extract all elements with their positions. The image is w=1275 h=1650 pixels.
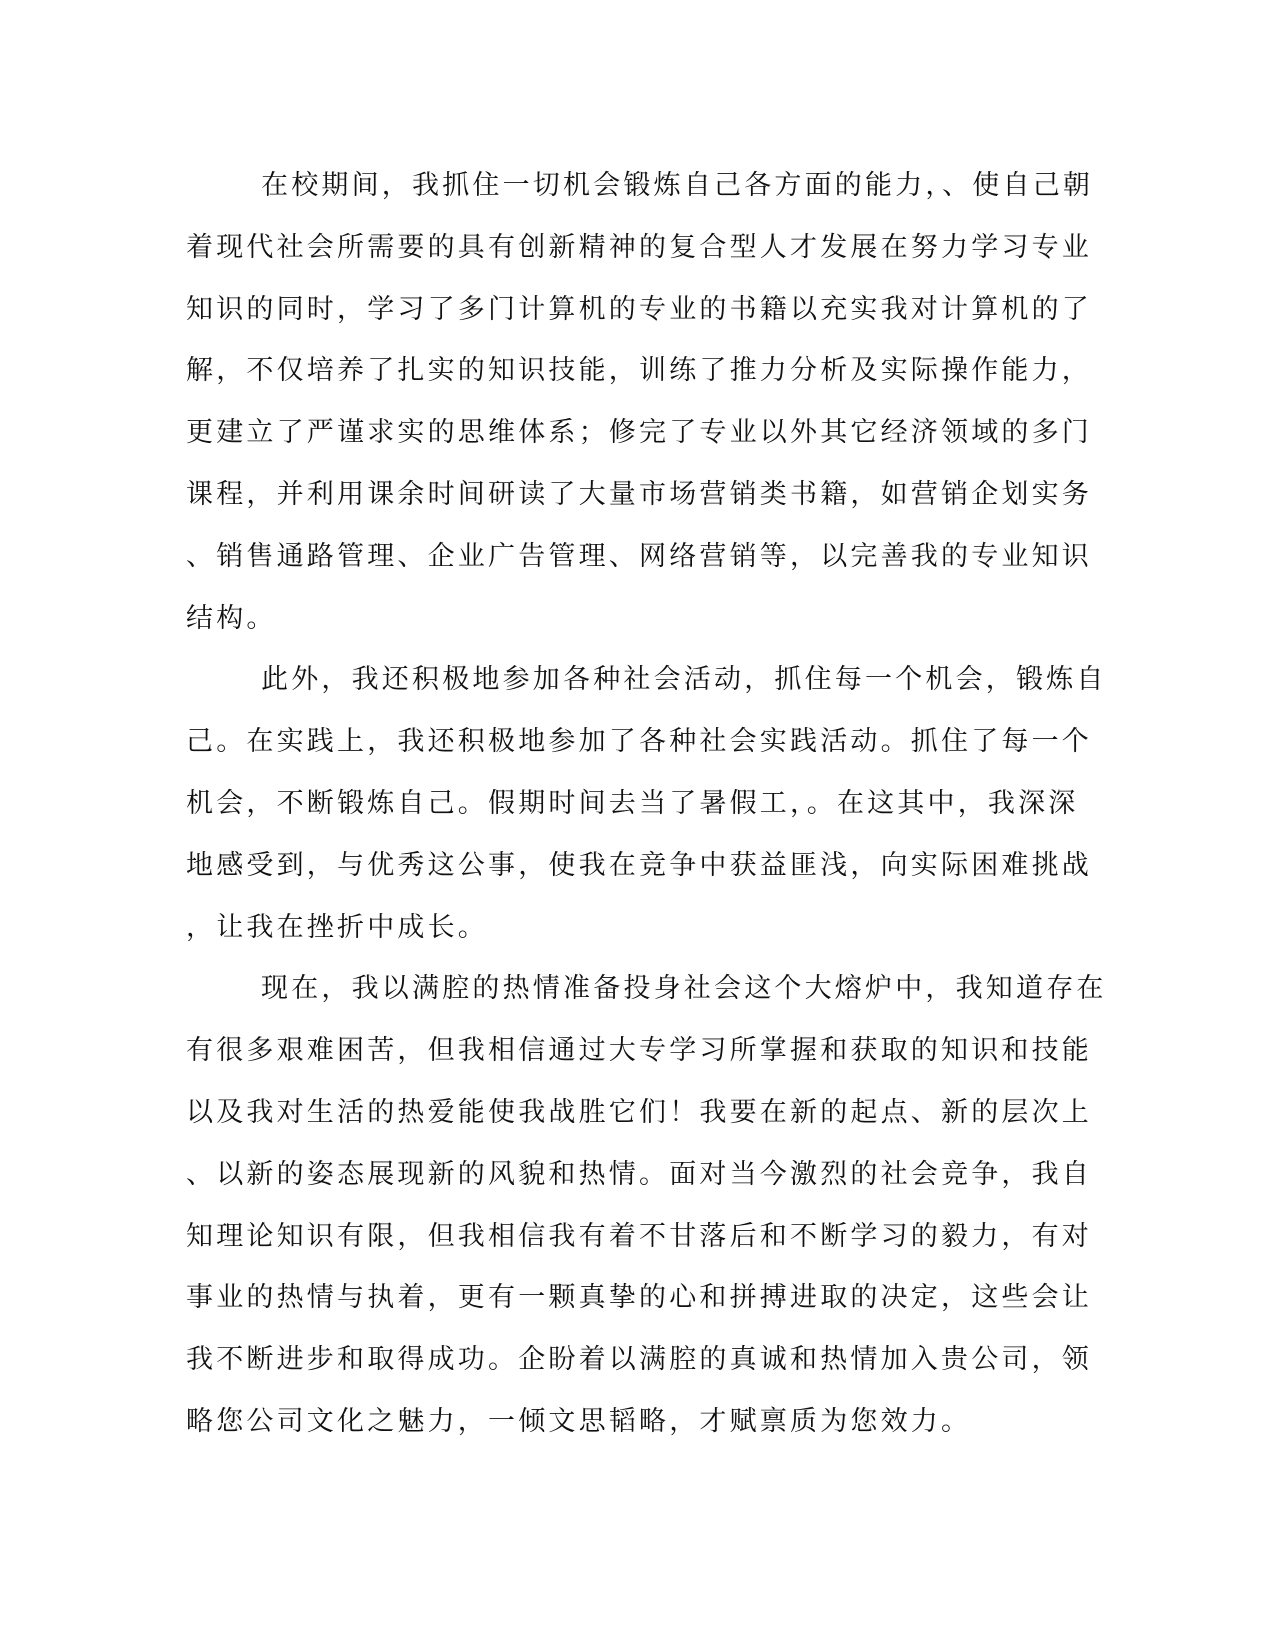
paragraph-1-line-2: 着现代社会所需要的具有创新精神的复合型人才发展在努力学习专业: [186, 231, 1092, 263]
paragraph-3-line-4: 、以新的姿态展现新的风貌和热情。面对当今激烈的社会竞争，我自: [186, 1158, 1092, 1190]
paragraph-2-line-4: 地感受到，与优秀这公事，使我在竞争中获益匪浅，向实际困难挑战: [186, 849, 1092, 881]
paragraph-1-line-7: 、销售通路管理、企业广告管理、网络营销等，以完善我的专业知识: [186, 540, 1092, 572]
document-body: [186, 155, 1107, 1453]
paragraph-3: [186, 958, 1107, 1452]
paragraph-3-line-7: 我不断进步和取得成功。企盼着以满腔的真诚和热情加入贵公司，领: [186, 1344, 1092, 1376]
paragraph-2-line-5: ，让我在挫折中成长。: [186, 911, 488, 943]
paragraph-1-line-3: 知识的同时，学习了多门计算机的专业的书籍以充实我对计算机的了: [186, 293, 1092, 325]
paragraph-1-line-6: 课程，并利用课余时间研读了大量市场营销类书籍，如营销企划实务: [186, 478, 1092, 510]
paragraph-3-line-3: 以及我对生活的热爱能使我战胜它们！我要在新的起点、新的层次上: [186, 1096, 1092, 1128]
paragraph-1-line-5: 更建立了严谨求实的思维体系；修完了专业以外其它经济领域的多门: [186, 417, 1092, 449]
paragraph-2-line-1: 此外，我还积极地参加各种社会活动，抓住每一个机会，锻炼自: [261, 664, 1107, 696]
paragraph-1-line-8: 结构。: [186, 602, 277, 634]
paragraph-3-line-6: 事业的热情与执着，更有一颗真挚的心和拼搏进取的决定，这些会让: [186, 1282, 1092, 1314]
paragraph-3-line-1: 现在，我以满腔的热情准备投身社会这个大熔炉中，我知道存在: [261, 973, 1107, 1005]
paragraph-1-line-4: 解，不仅培养了扎实的知识技能，训练了推力分析及实际操作能力，: [186, 355, 1092, 387]
paragraph-1: [186, 155, 1094, 649]
paragraph-2-line-3: 机会，不断锻炼自己。假期时间去当了暑假工，。在这其中，我深深: [186, 787, 1079, 819]
paragraph-2: [186, 649, 1107, 958]
paragraph-3-line-5: 知理论知识有限，但我相信我有着不甘落后和不断学习的毅力，有对: [186, 1220, 1092, 1252]
paragraph-3-line-2: 有很多艰难困苦，但我相信通过大专学习所掌握和获取的知识和技能: [186, 1035, 1092, 1067]
paragraph-3-line-8: 略您公司文化之魅力，一倾文思韬略，才赋禀质为您效力。: [186, 1405, 972, 1437]
paragraph-2-line-2: 己。在实践上，我还积极地参加了各种社会实践活动。抓住了每一个: [186, 726, 1092, 758]
paragraph-1-line-1: 在校期间，我抓住一切机会锻炼自己各方面的能力，、使自己朝: [261, 170, 1094, 201]
